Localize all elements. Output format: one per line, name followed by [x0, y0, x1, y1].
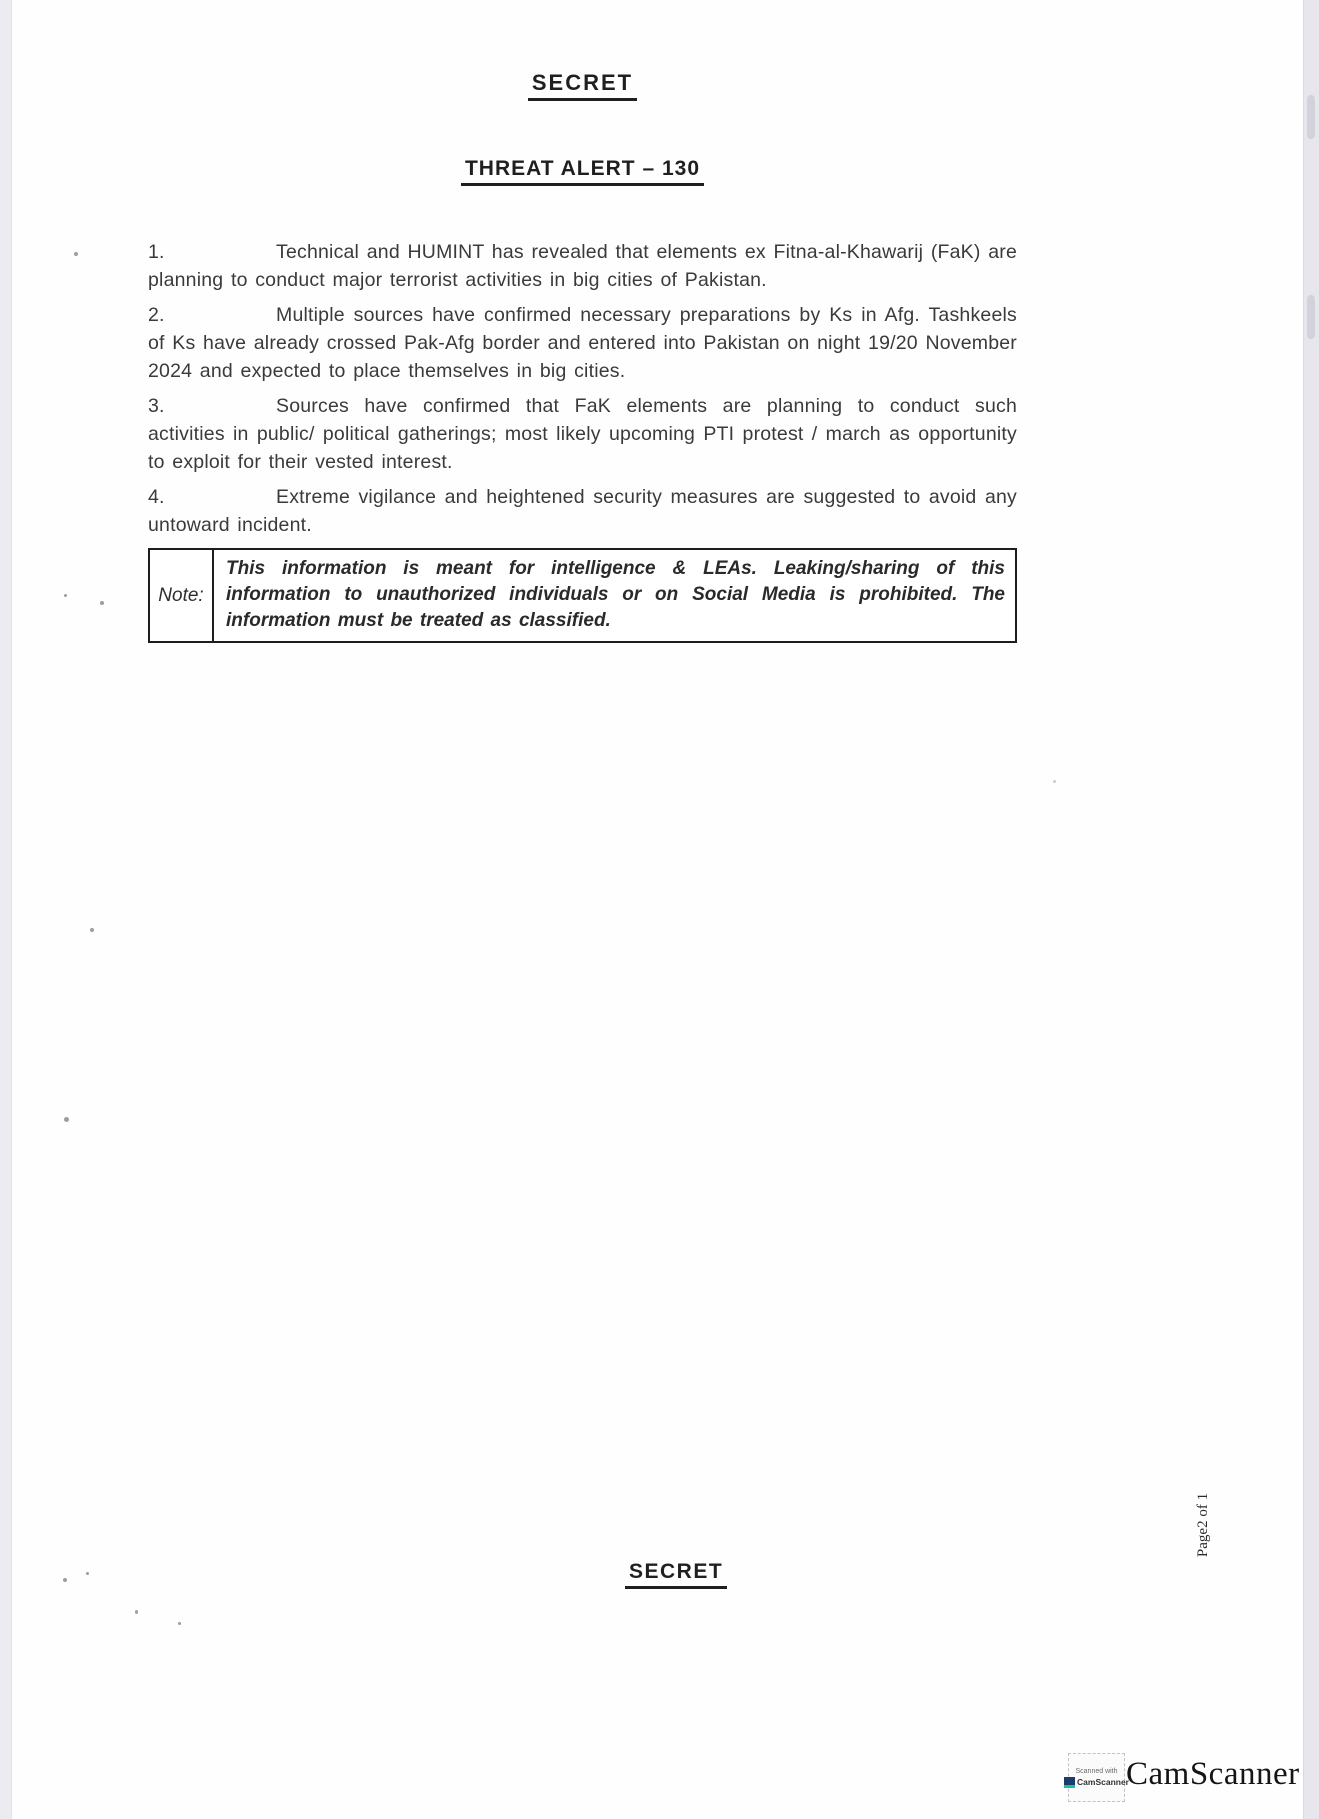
scanned-with-label: Scanned with [1075, 1767, 1118, 1775]
scan-speck [90, 928, 94, 932]
document-content [148, 70, 1017, 643]
paragraph-4-text: Extreme vigilance and heightened security measures are suggested to avoid any untoward incident. [148, 486, 1017, 536]
note-label: Note: [150, 550, 214, 641]
paragraph-1 [148, 238, 1017, 294]
scan-speck [1053, 780, 1056, 783]
secret-label-top: SECRET [528, 70, 637, 101]
scan-speck [64, 594, 67, 597]
paragraph-3-number: 3. [148, 395, 165, 417]
scan-speck [178, 1622, 181, 1625]
scan-speck [86, 1572, 89, 1575]
left-edge-strip [0, 0, 12, 1819]
page-number-label: Page2 of 1 [1195, 1492, 1211, 1558]
paragraph-1-number: 1. [148, 241, 165, 263]
scan-speck [135, 1610, 138, 1614]
document-title [148, 157, 1017, 186]
camscanner-badge [1068, 1753, 1129, 1802]
secret-label-bottom: SECRET [625, 1560, 727, 1589]
scrollbar-mark[interactable] [1307, 295, 1315, 339]
classification-header-top [148, 70, 1017, 101]
paragraph-4 [148, 483, 1017, 539]
scrollbar-mark[interactable] [1307, 95, 1315, 139]
paragraph-2-text: Multiple sources have confirmed necessary preparations by Ks in Afg. Tashkeels of Ks have already crossed Pak-Afg border and entered into Pakistan on night 19/20 November 2024 and expected to place themselves in big cities. [148, 304, 1017, 382]
scan-speck [63, 1578, 67, 1582]
paragraph-4-number: 4. [148, 486, 165, 508]
scan-speck [100, 601, 104, 605]
note-box [148, 548, 1017, 643]
right-edge-strip[interactable] [1303, 0, 1319, 1819]
scan-speck [64, 1117, 69, 1122]
paragraph-2-number: 2. [148, 304, 165, 326]
camscanner-badge-row [1064, 1777, 1129, 1788]
threat-alert-title: THREAT ALERT – 130 [461, 157, 704, 186]
camscanner-watermark: CamScanner [1126, 1756, 1300, 1792]
camscanner-badge-name: CamScanner [1077, 1777, 1129, 1787]
classification-header-bottom [625, 1560, 727, 1589]
paragraph-1-text: Technical and HUMINT has revealed that elements ex Fitna-al-Khawarij (FaK) are planning to conduct major terrorist activities in big cities of Pakistan. [148, 241, 1017, 291]
note-text: This information is meant for intelligence & LEAs. Leaking/sharing of this information to unauthorized individuals or on Social Media is prohibited. The information must be treated as classified. [226, 558, 1005, 631]
paragraph-3-text: Sources have confirmed that FaK elements are planning to conduct such activities in public/ political gatherings; most likely upcoming PTI protest / march as opportunity to exploit for their vested interest. [148, 395, 1017, 473]
scan-speck [74, 252, 78, 256]
camscanner-app-icon [1064, 1777, 1075, 1788]
paragraph-3 [148, 392, 1017, 476]
paragraph-list [148, 238, 1017, 539]
paragraph-2 [148, 301, 1017, 385]
